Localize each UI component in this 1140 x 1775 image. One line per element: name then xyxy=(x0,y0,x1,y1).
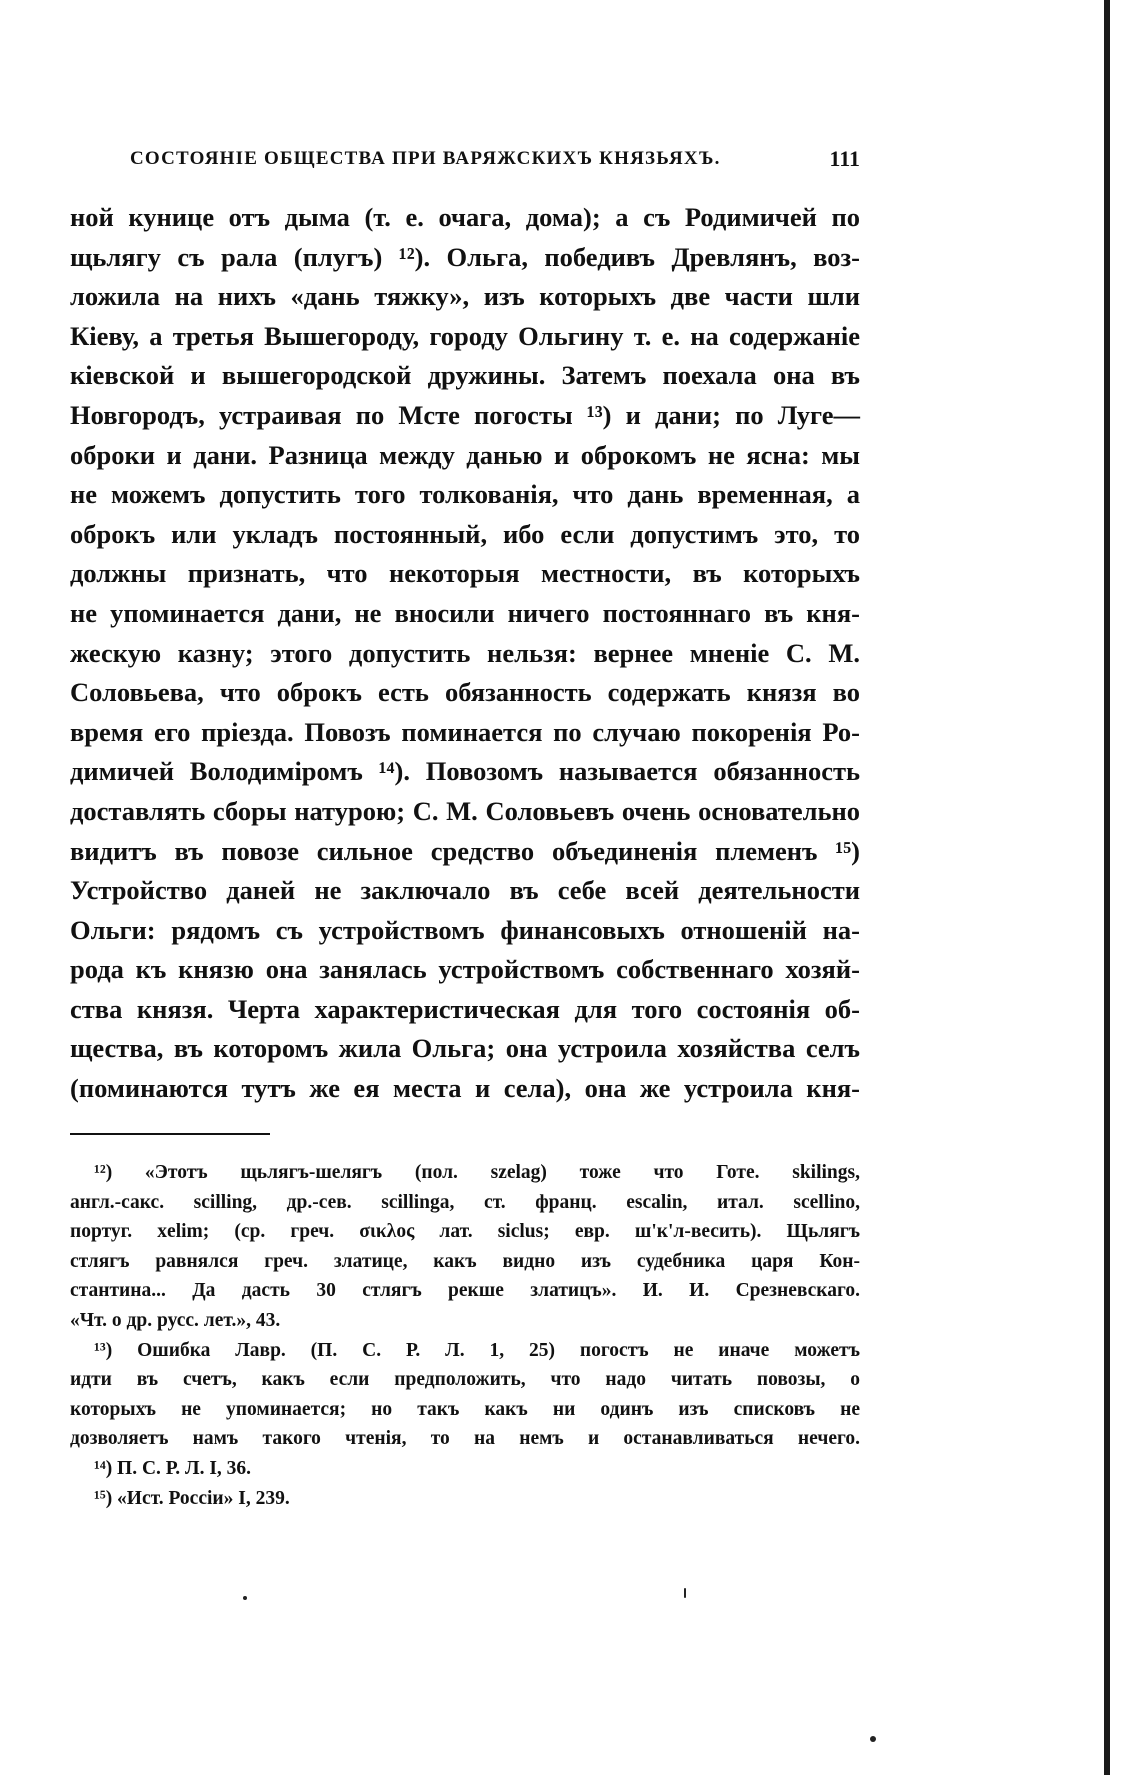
footnote-line: дозволяетъ намъ такого чтенія, то на немъ и останавливаться нечего. xyxy=(70,1428,860,1450)
footnote-line: португ. xelim; (ср. греч. σικλος лат. siclus; евр. ш'к'л-весить). Щьлягъ xyxy=(70,1221,860,1243)
text-line: ложила на нихъ «дань тяжку», изъ которыхъ две части шли xyxy=(70,281,860,312)
text-line: Кіеву, а третья Вышегороду, городу Ольгину т. е. на содержаніе xyxy=(70,320,860,351)
main-text xyxy=(70,198,860,1109)
footnote-line: ¹²) «Этотъ щьлягъ-шелягъ (пол. szelag) тоже что Готе. skilings, xyxy=(94,1162,860,1183)
footnote-line: ¹⁵) «Ист. Россіи» I, 239. xyxy=(94,1487,290,1509)
footnote-line: стлягъ равнялся греч. златицe, какъ видно изъ судебника царя Кон- xyxy=(70,1250,860,1272)
page-header xyxy=(130,142,860,178)
scan-speck xyxy=(684,1588,686,1598)
text-line: ной кунице отъ дыма (т. е. очага, дома); а съ Родимичей по xyxy=(70,202,860,232)
footnote-line: англ.-сакс. scilling, др.-сев. scillinga, ст. франц. escalin, итал. scellino, xyxy=(70,1191,860,1213)
text-line: кіевской и вышегородской дружины. Затемъ поехала она въ xyxy=(70,360,860,391)
text-line: не можемъ допустить того толкованія, что дань временная, а xyxy=(70,479,860,510)
footnotes xyxy=(70,1158,860,1513)
footnote-line: «Чт. о др. русс. лет.», 43. xyxy=(70,1309,281,1331)
text-line: Устройство даней не заключало въ себе всей деятельности xyxy=(70,875,860,906)
text-line: доставлять сборы натурою; С. М. Соловьевъ очень основательно xyxy=(70,795,860,826)
text-line: щества, въ которомъ жила Ольга; она устроила хозяйства селъ xyxy=(70,1033,860,1064)
footnote-line: идти въ счетъ, какъ если предположить, что надо читать повозы, о xyxy=(70,1369,860,1391)
text-line: ства князя. Черта характеристическая для того состоянія об- xyxy=(70,993,860,1024)
footnote-line: стантина... Да дасть 30 стлягъ рекше златицъ». И. И. Срезневскаго. xyxy=(70,1280,860,1302)
text-line: Соловьева, что оброкъ есть обязанность содержать князя во xyxy=(70,677,860,708)
scan-speck xyxy=(243,1596,247,1600)
text-line: рода къ князю она занялась устройствомъ собственнаго хозяй- xyxy=(70,954,860,985)
text-line: время его пріезда. Повозъ поминается по случаю покоренія Ро- xyxy=(70,716,860,747)
text-line: должны признать, что некоторыя местности, въ которыхъ xyxy=(70,558,860,589)
footnote-line: которыхъ не упоминается; но такъ какъ ни одинъ изъ списковъ не xyxy=(70,1398,860,1420)
text-line: оброкъ или укладъ постоянный, ибо если допустимъ это, то xyxy=(70,518,860,549)
text-line: жескую казну; этого допустить нельзя: вернее мненіе С. М. xyxy=(70,637,860,668)
footnote-separator xyxy=(70,1133,270,1135)
scan-speck xyxy=(870,1736,876,1742)
text-line: видитъ въ повозе сильное средство объединенія племенъ ¹⁵) xyxy=(70,835,860,866)
text-line: Новгородъ, устраивая по Мсте погосты ¹³) и дани; по Луге— xyxy=(70,399,860,430)
footnote-line: ¹⁴) П. С. Р. Л. I, 36. xyxy=(94,1457,252,1479)
text-line: Ольги: рядомъ съ устройствомъ финансовыхъ отношеній на- xyxy=(70,914,860,945)
footnote-line: ¹³) Ошибка Лавр. (П. С. Р. Л. 1, 25) погостъ не иначе можетъ xyxy=(94,1339,860,1361)
page-edge-border xyxy=(1104,0,1110,1775)
text-line: димичей Володиміромъ ¹⁴). Повозомъ называется обязанность xyxy=(70,756,860,787)
running-head: СОСТОЯНІЕ ОБЩЕСТВА ПРИ ВАРЯЖСКИХЪ КНЯЗЬЯХЪ. xyxy=(130,148,721,169)
text-line: (поминаются тутъ же ея места и села), она же устроила кня- xyxy=(70,1073,860,1104)
text-line: щьлягу съ рала (плугъ) ¹²). Ольга, победивъ Древлянъ, воз- xyxy=(70,241,860,272)
page-number: 111 xyxy=(829,146,860,171)
text-line: оброки и дани. Разница между данью и оброкомъ не ясна: мы xyxy=(70,439,860,470)
text-line: не упоминается дани, не вносили ничего постояннаго въ кня- xyxy=(70,597,860,628)
